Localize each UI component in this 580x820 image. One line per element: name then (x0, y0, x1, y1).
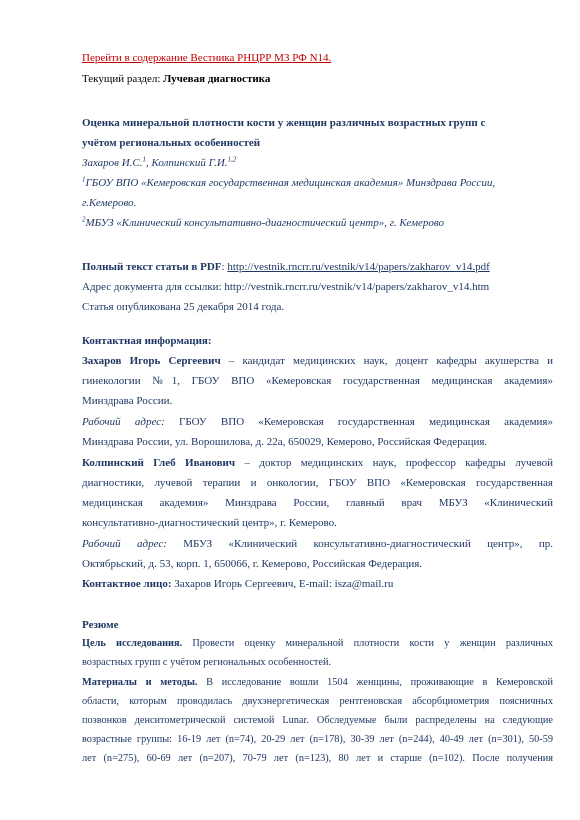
aim-line-2: возрастных групп с учётом региональных особенностей. (82, 657, 332, 668)
affiliation-1-text: ГБОУ ВПО «Кемеровская государственная медицинская академия» Минздрава России, (85, 177, 496, 189)
work-address-1-line-1 (82, 416, 553, 428)
work-address-2-line-1 (82, 538, 553, 550)
work-address-2-text: МБУЗ «Клинический консультативно-диагностический центр», пр. (166, 538, 554, 550)
author-2-info-text: – доктор медицинских наук, профессор кафедры лучевой (235, 457, 553, 469)
affiliation-1-cont: г.Кемерово. (82, 197, 137, 209)
methods-line-1 (82, 677, 553, 688)
author-2-info-line-1 (82, 457, 553, 469)
work-address-2-line-2: Октябрьский, д. 53, корп. 1, 650066, г. Кемерово, Российская Федерация. (82, 558, 423, 570)
author-1: Захаров И.С. (82, 157, 143, 169)
author-1-name: Захаров Игорь Сергеевич (82, 355, 221, 367)
methods-line-2: области, которым проводилась двухэнергетическая рентгеновская абсорбциометрия поясничных (82, 696, 553, 707)
methods-line-3: позвонков денситометрической системой Lunar. Обследуемые были распределены на следующие (82, 715, 553, 726)
methods-text: В исследование вошли 1504 женщины, проживающие в Кемеровской (197, 677, 553, 688)
author-2: Колпинский Г.И. (151, 157, 228, 169)
methods-label: Материалы и методы. (82, 677, 198, 688)
pdf-link[interactable]: http://vestnik.rncrr.ru/vestnik/v14/papers/zakharov_v14.pdf (227, 261, 490, 273)
author-sep: , (146, 157, 152, 169)
author-1-sup: 1 (142, 155, 146, 164)
pdf-row (82, 261, 490, 273)
pdf-label: Полный текст статьи в PDF (82, 261, 222, 273)
published-date: Статья опубликована 25 декабря 2014 года. (82, 301, 285, 313)
pdf-colon: : (221, 261, 228, 273)
work-address-1-line-2: Минздрава России, ул. Ворошилова, д. 22а, 650029, Кемерово, Российская Федерация. (82, 436, 488, 448)
author-2-name: Колпинский Глеб Иванович (82, 457, 236, 469)
work-address-1-label: Рабочий адрес: (82, 416, 165, 428)
aim-label: Цель исследования. (82, 638, 183, 649)
affiliation-2-sup: 2 (82, 215, 86, 224)
section-name: Лучевая диагностика (163, 73, 271, 85)
affiliation-2 (82, 217, 444, 229)
contact-heading: Контактная информация: (82, 335, 212, 347)
article-title-line-1: Оценка минеральной плотности кости у женщин различных возрастных групп с (82, 117, 486, 129)
methods-line-5: лет (n=275), 60-69 лет (n=207), 70-79 лет (n=123), 80 лет и старше (n=102). После получения (82, 753, 553, 764)
author-2-sup: 1,2 (227, 155, 237, 164)
section-prefix: Текущий раздел: (82, 73, 164, 85)
author-2-info-line-3: медицинская академия» Минздрава России, главный врач МБУЗ «Клинический (82, 497, 553, 509)
affiliation-1-sup: 1 (82, 175, 86, 184)
article-title-line-2: учётом региональных особенностей (82, 137, 261, 149)
abstract-heading: Резюме (82, 619, 119, 631)
author-1-info-line-2: гинекологии №1, ГБОУ ВПО «Кемеровская государственная медицинская академия» (82, 375, 553, 387)
contact-person-label: Контактное лицо: (82, 578, 172, 590)
author-1-info-text: – кандидат медицинских наук, доцент кафедры акушерства и (220, 355, 553, 367)
aim-line-1 (82, 638, 553, 649)
authors (82, 157, 236, 169)
aim-text: Провести оценку минеральной плотности кости у женщин различных (182, 638, 554, 649)
reference-address: Адрес документа для ссылки: http://vestnik.rncrr.ru/vestnik/v14/papers/zakharov_v14.htm (82, 281, 490, 293)
author-2-info-line-4: консультативно-диагностический центр», г. Кемерово. (82, 517, 337, 529)
author-1-info-line-3: Минздрава России. (82, 395, 173, 407)
contact-person (82, 578, 393, 590)
contents-link[interactable]: Перейти в содержание Вестника РНЦРР МЗ РФ N14. (82, 52, 332, 64)
affiliation-2-text: МБУЗ «Клинический консультативно-диагностический центр», г. Кемерово (85, 217, 445, 229)
work-address-2-label: Рабочий адрес: (82, 538, 167, 550)
author-1-info-line-1 (82, 355, 553, 367)
work-address-1-text: ГБОУ ВПО «Кемеровская государственная медицинская академия» (164, 416, 553, 428)
author-2-info-line-2: диагностики, лучевой терапии и онкологии, ГБОУ ВПО «Кемеровская государственная (82, 477, 553, 489)
current-section (82, 73, 270, 85)
methods-line-4: возрастные группы: 16-19 лет (n=74), 20-29 лет (n=178), 30-39 лет (n=244), 40-49 лет (n=301), 50-59 (82, 734, 553, 745)
affiliation-1 (82, 177, 495, 189)
contact-person-text: Захаров Игорь Сергеевич, E-mail: isza@mail.ru (171, 578, 394, 590)
